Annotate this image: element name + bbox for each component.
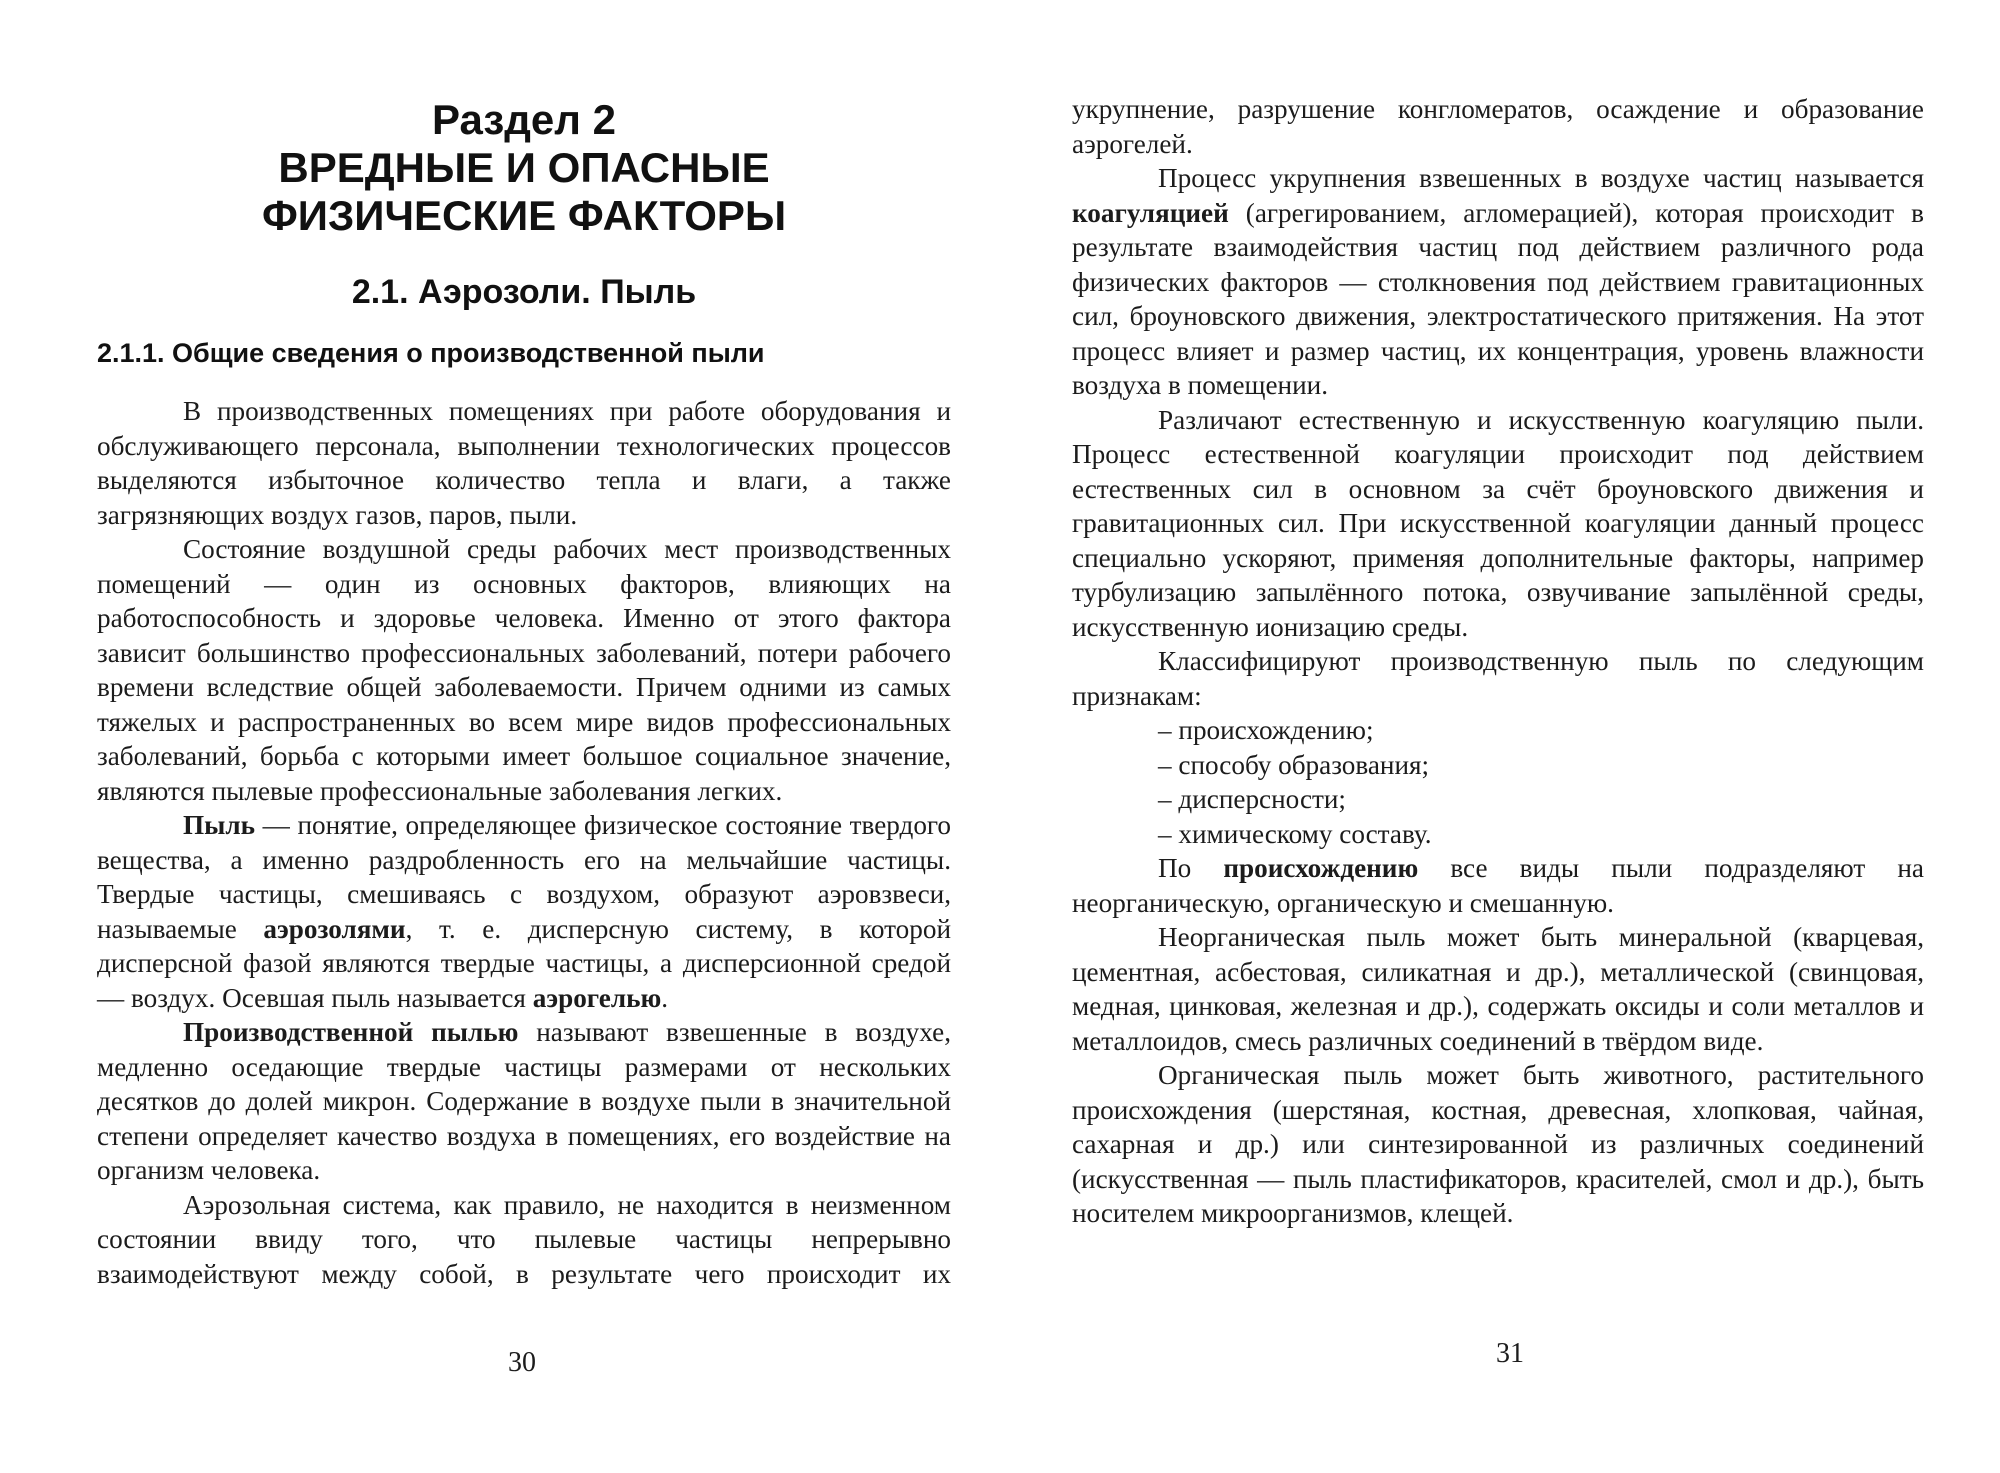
term-aerosols: аэрозолями xyxy=(263,913,406,944)
term-dust: Пыль xyxy=(183,810,256,840)
paragraph: Неорганическая пыль может быть минеральной (кварцевая, цементная, асбестовая, силикатная и др.), металлической (свинцовая, медная, цинковая, железная и др.), содержать оксиды и соли металлов и металлоидов, смесь различных соединений в твёрдом виде. xyxy=(1072,922,1924,1056)
paragraph: Процесс укрупнения взвешенных в воздухе частиц называется коагуляцией (агрегированием, агломерацией), которая происходит в результате взаимодействия частиц под действием различного рода физических факторов — столкновения под действием гравитационных сил, броуновского движения, электростатического притяжения. На этот процесс влияет и размер частиц, их концентрация, уровень влажности воздуха в помещении. xyxy=(1072,163,1924,400)
paragraph: В производственных помещениях при работе оборудования и обслуживающего персонала, выполнении технологических процессов выделяются избыточное количество тепла и влаги, а также загрязняющих воздух газов, паров, пыли. xyxy=(97,396,951,530)
paragraph: Пыль — понятие, определяющее физическое состояние твердого вещества, а именно раздробленность его на мельчайшие частицы. Твердые частицы, смешиваясь с воздухом, образуют аэровзвеси, называемые аэрозолями, т. е. дисперсную систему, в которой дисперсной фазой являются твердые частицы, а дисперсионной средой — воздух. Осевшая пыль называется аэрогелью. xyxy=(97,810,951,1013)
list-item: – дисперсности; xyxy=(1158,784,1346,814)
paragraph: Производственной пылью называют взвешенные в воздухе, медленно оседающие твердые частицы размерами от нескольких десятков до долей микрон. Содержание в воздухе пыли в значительной степени определяет качество воздуха в помещениях, его воздействие на организм человека. xyxy=(97,1017,952,1185)
right-page xyxy=(1000,0,2000,1473)
paragraph: Классифицируют производственную пыль по следующим признакам: xyxy=(1072,646,1924,711)
left-page-content xyxy=(97,96,951,1291)
section-label: Раздел 2 xyxy=(432,96,616,143)
right-page-content xyxy=(1072,92,1924,1231)
subsection-title: 2.1. Аэрозоли. Пыль xyxy=(351,273,697,311)
term-coagulation: коагуляцией xyxy=(1072,197,1229,228)
list-item: – способу образования; xyxy=(1158,749,1430,780)
list-item: – химическому составу. xyxy=(1158,818,1432,849)
page-number: 30 xyxy=(508,1347,536,1378)
classification-list xyxy=(1072,713,1924,851)
paragraph: Состояние воздушной среды рабочих мест производственных помещений — один из основных факторов, влияющих на работоспособность и здоровье человека. Именно от этого фактора зависит большинство профессиональных заболеваний, потери рабочего времени вследствие общей заболеваемости. Причем одними из самых тяжелых и распространенных во всем мире видов профессиональных заболеваний, борьба с которыми имеет большое социальное значение, являются пылевые профессиональные заболевания легких. xyxy=(97,534,951,806)
paragraph: По происхождению все виды пыли подразделяют на неорганическую, органическую и смешанную. xyxy=(1072,853,1925,918)
subsubsection-title: 2.1.1. Общие сведения о производственной пыли xyxy=(97,338,765,368)
section-heading xyxy=(97,96,951,240)
paragraph: укрупнение, разрушение конгломератов, осаждение и образование аэрогелей. xyxy=(1072,94,1924,159)
section-title-line1: ВРЕДНЫЕ И ОПАСНЫЕ xyxy=(278,144,770,191)
paragraph: Аэрозольная система, как правило, не находится в неизменном состоянии ввиду того, что пылевые частицы непрерывно взаимодействуют между собой, в результате чего происходит их xyxy=(97,1189,951,1289)
term-industrial-dust: Производственной пылью xyxy=(183,1017,519,1047)
list-item: – происхождению; xyxy=(1158,715,1374,745)
paragraph: Органическая пыль может быть животного, растительного происхождения (шерстяная, костная, древесная, хлопковая, чайная, сахарная и др.) или синтезированной из различных соединений (искусственная — пыль пластификаторов, красителей, смол и др.), быть носителем микроорганизмов, клещей. xyxy=(1072,1060,1924,1228)
page-number: 31 xyxy=(1496,1338,1524,1369)
term-origin: происхождению xyxy=(1223,853,1419,883)
section-title-line2: ФИЗИЧЕСКИЕ ФАКТОРЫ xyxy=(261,192,787,239)
paragraph: Различают естественную и искусственную коагуляцию пыли. Процесс естественной коагуляции происходит под действием естественных сил в основном за счёт броуновского движения и гравитационных сил. При искусственной коагуляции данный процесс специально ускоряют, применяя дополнительные факторы, например турбулизацию запылённого потока, озвучивание запылённой среды, искусственную ионизацию среды. xyxy=(1072,404,1924,642)
term-aerogel: аэрогелью xyxy=(532,982,662,1013)
